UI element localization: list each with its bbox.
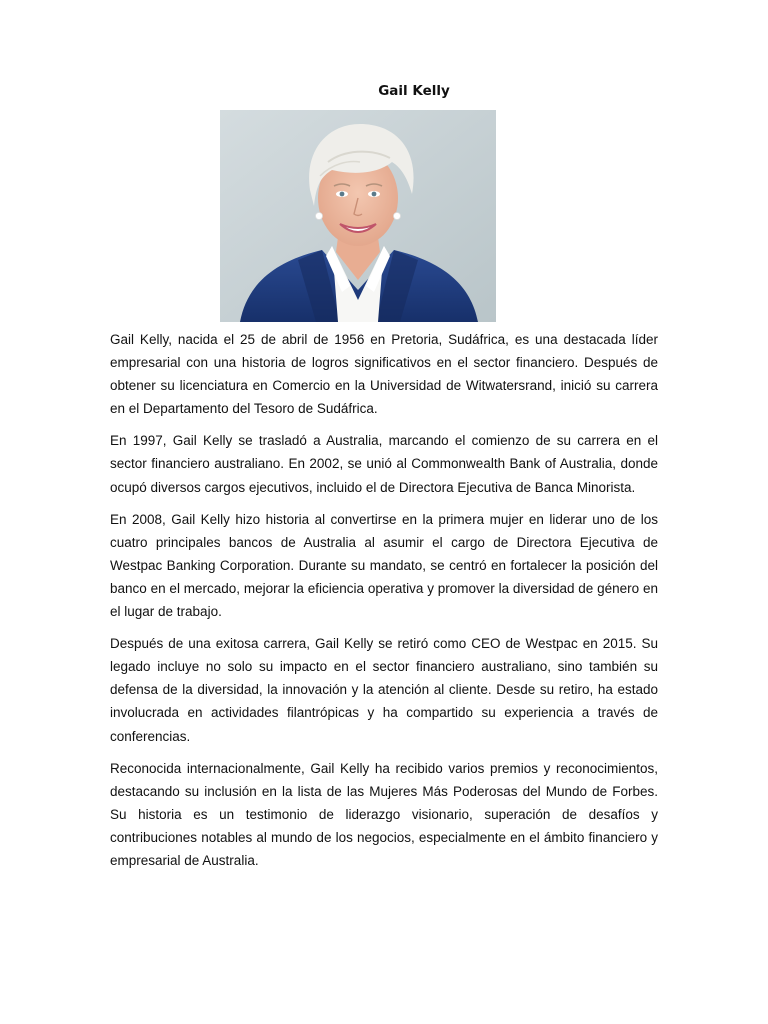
document-body — [110, 328, 658, 881]
paragraph: Reconocida internacionalmente, Gail Kelly ha recibido varios premios y reconocimientos, destacando su inclusión en la lista de las Mujeres Más Poderosas del Mundo de Forbes. Su historia es un testimonio de liderazgo visionario, superación de desafíos y contribuciones notables al mundo de los negocios, especialmente en el ámbito financiero y empresarial de Australia. — [110, 760, 658, 868]
paragraph: Gail Kelly, nacida el 25 de abril de 1956 en Pretoria, Sudáfrica, es una destacada líder empresarial con una historia de logros significativos en el sector financiero. Después de obtener su licenciatura en Comercio en la Universidad de Witwatersrand, inició su carrera en el Departamento del Tesoro de Sudáfrica. — [110, 332, 658, 417]
document-title: Gail Kelly — [378, 83, 450, 99]
paragraph: En 2008, Gail Kelly hizo historia al convertirse en la primera mujer en liderar uno de los cuatro principales bancos de Australia al asumir el cargo de Directora Ejecutiva de Westpac Banking Corporation. Durante su mandato, se centró en fortalecer la posición del banco en el mercado, mejorar la eficiencia operativa y promover la diversidad de género en el lugar de trabajo. — [110, 511, 658, 620]
portrait-photo — [220, 110, 496, 322]
paragraph: En 1997, Gail Kelly se trasladó a Australia, marcando el comienzo de su carrera en el sector financiero australiano. En 2002, se unió al Commonwealth Bank of Australia, donde ocupó diversos cargos ejecutivos, incluido el de Directora Ejecutiva de Banca Minorista. — [110, 433, 658, 495]
paragraph: Después de una exitosa carrera, Gail Kelly se retiró como CEO de Westpac en 2015. Su legado incluye no solo su impacto en el sector financiero australiano, sino también su defensa de la diversidad, la innovación y la atención al cliente. Desde su retiro, ha estado involucrada en actividades filantrópicas y ha compartido su experiencia a través de conferencias. — [110, 636, 658, 744]
